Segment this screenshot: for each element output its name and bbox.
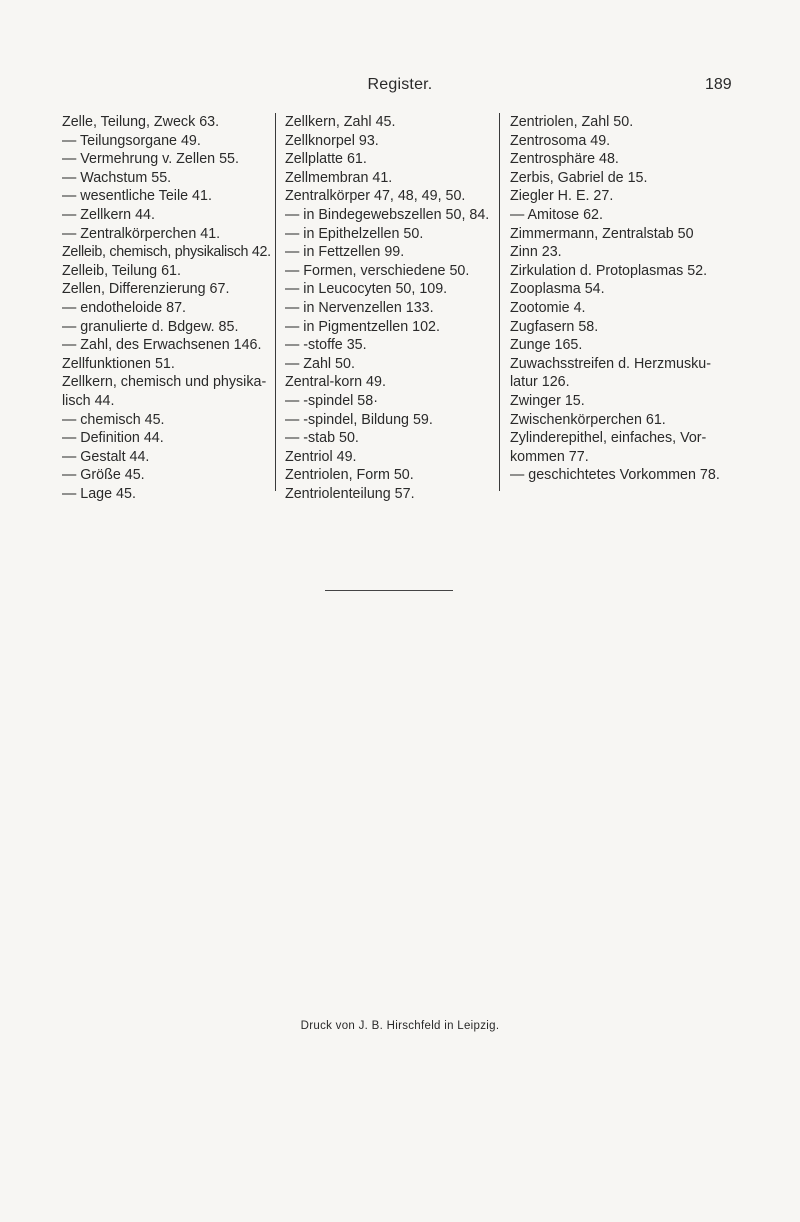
- index-entry: — Zellkern 44.: [62, 206, 155, 223]
- index-entry: — in Pigmentzellen 102.: [285, 318, 440, 335]
- index-entry: Zwischenkörperchen 61.: [510, 411, 666, 428]
- index-entry: — Zahl 50.: [285, 355, 355, 372]
- column-divider: [499, 113, 500, 491]
- index-entry: — endotheloide 87.: [62, 299, 187, 316]
- index-entry: lisch 44.: [62, 392, 115, 409]
- index-entry: — in Fettzellen 99.: [285, 244, 405, 261]
- end-of-index-rule: [325, 590, 453, 591]
- index-entry: Zentralkörper 47, 48, 49, 50.: [285, 188, 466, 205]
- index-entry: Ziegler H. E. 27.: [510, 188, 614, 205]
- index-entry: latur 126.: [510, 374, 570, 391]
- index-entry: — Definition 44.: [62, 430, 164, 447]
- index-column-1: [62, 113, 271, 503]
- index-entry: Zentrosphäre 48.: [510, 151, 619, 168]
- index-entry: Zentrosoma 49.: [510, 132, 611, 149]
- index-entry: — -spindel 58·: [285, 392, 378, 409]
- index-entry: — -stoffe 35.: [285, 337, 367, 354]
- index-entry: Zirkulation d. Protoplasmas 52.: [510, 262, 708, 279]
- index-entry: — Wachstum 55.: [62, 169, 172, 186]
- index-entry: Zentriolen, Zahl 50.: [510, 114, 634, 130]
- index-entry: Zelleib, Teilung 61.: [62, 262, 181, 279]
- index-entry: Zunge 165.: [510, 337, 583, 354]
- index-entry: — Gestalt 44.: [62, 448, 150, 465]
- page-number: 189: [705, 76, 732, 93]
- index-entry: — -stab 50.: [285, 430, 359, 447]
- index-entry: Zootomie 4.: [510, 299, 586, 316]
- index-entry: — in Bindegewebszellen 50, 84.: [285, 206, 490, 223]
- index-entry: Zinn 23.: [510, 244, 562, 261]
- index-entry: — -spindel, Bildung 59.: [285, 411, 433, 428]
- index-entry: — in Nervenzellen 133.: [285, 299, 434, 316]
- index-entry: — Teilungsorgane 49.: [62, 132, 201, 149]
- index-entry: Zuwachsstreifen d. Herzmusku-: [510, 355, 712, 372]
- index-entry: — Amitose 62.: [510, 206, 603, 223]
- index-entry: Zentral-korn 49.: [285, 374, 386, 391]
- index-entry: Zellen, Differenzierung 67.: [62, 281, 230, 298]
- index-entry: — granulierte d. Bdgew. 85.: [62, 318, 239, 335]
- index-entry: — in Leucocyten 50, 109.: [285, 281, 448, 298]
- index-entry: — wesentliche Teile 41.: [62, 188, 212, 205]
- printer-imprint: Druck von J. B. Hirschfeld in Leipzig.: [300, 1020, 500, 1032]
- index-entry: Zooplasma 54.: [510, 281, 605, 298]
- index-entry: Zellknorpel 93.: [285, 132, 379, 149]
- index-entry: — chemisch 45.: [62, 411, 165, 428]
- running-title: Register.: [367, 76, 433, 93]
- index-column-2: [285, 113, 503, 503]
- index-entry: Zelle, Teilung, Zweck 63.: [62, 114, 220, 130]
- index-entry: — Vermehrung v. Zellen 55.: [62, 151, 239, 168]
- column-divider: [275, 113, 276, 491]
- index-entry: — Zentralkörperchen 41.: [62, 225, 221, 242]
- index-entry: — Lage 45.: [62, 485, 136, 502]
- index-entry: Zylinderepithel, einfaches, Vor-: [510, 430, 707, 447]
- index-entry: Zentriol 49.: [285, 448, 357, 465]
- index-entry: — Zahl, des Erwachsenen 146.: [62, 337, 262, 354]
- index-entry: Zentriolenteilung 57.: [285, 485, 415, 502]
- index-entry: kommen 77.: [510, 448, 589, 465]
- index-entry: Zellmembran 41.: [285, 169, 393, 186]
- index-entry: — geschichtetes Vorkommen 78.: [510, 467, 720, 484]
- index-entry: Zellkern, chemisch und physika-: [62, 374, 267, 391]
- index-entry: Zellkern, Zahl 45.: [285, 114, 396, 130]
- index-entry: — Größe 45.: [62, 467, 145, 484]
- index-entry: Zellfunktionen 51.: [62, 355, 175, 372]
- index-column-3: [510, 113, 750, 485]
- index-entry: Zimmermann, Zentralstab 50: [510, 225, 694, 242]
- index-entry: Zentriolen, Form 50.: [285, 467, 414, 484]
- index-entry: Zwinger 15.: [510, 392, 585, 409]
- index-entry: Zellplatte 61.: [285, 151, 367, 168]
- index-entry: Zelleib, chemisch, physikalisch 42.: [62, 244, 271, 261]
- index-entry: Zerbis, Gabriel de 15.: [510, 169, 648, 186]
- index-entry: — Formen, verschiedene 50.: [285, 262, 470, 279]
- index-entry: — in Epithelzellen 50.: [285, 225, 424, 242]
- index-entry: Zugfasern 58.: [510, 318, 599, 335]
